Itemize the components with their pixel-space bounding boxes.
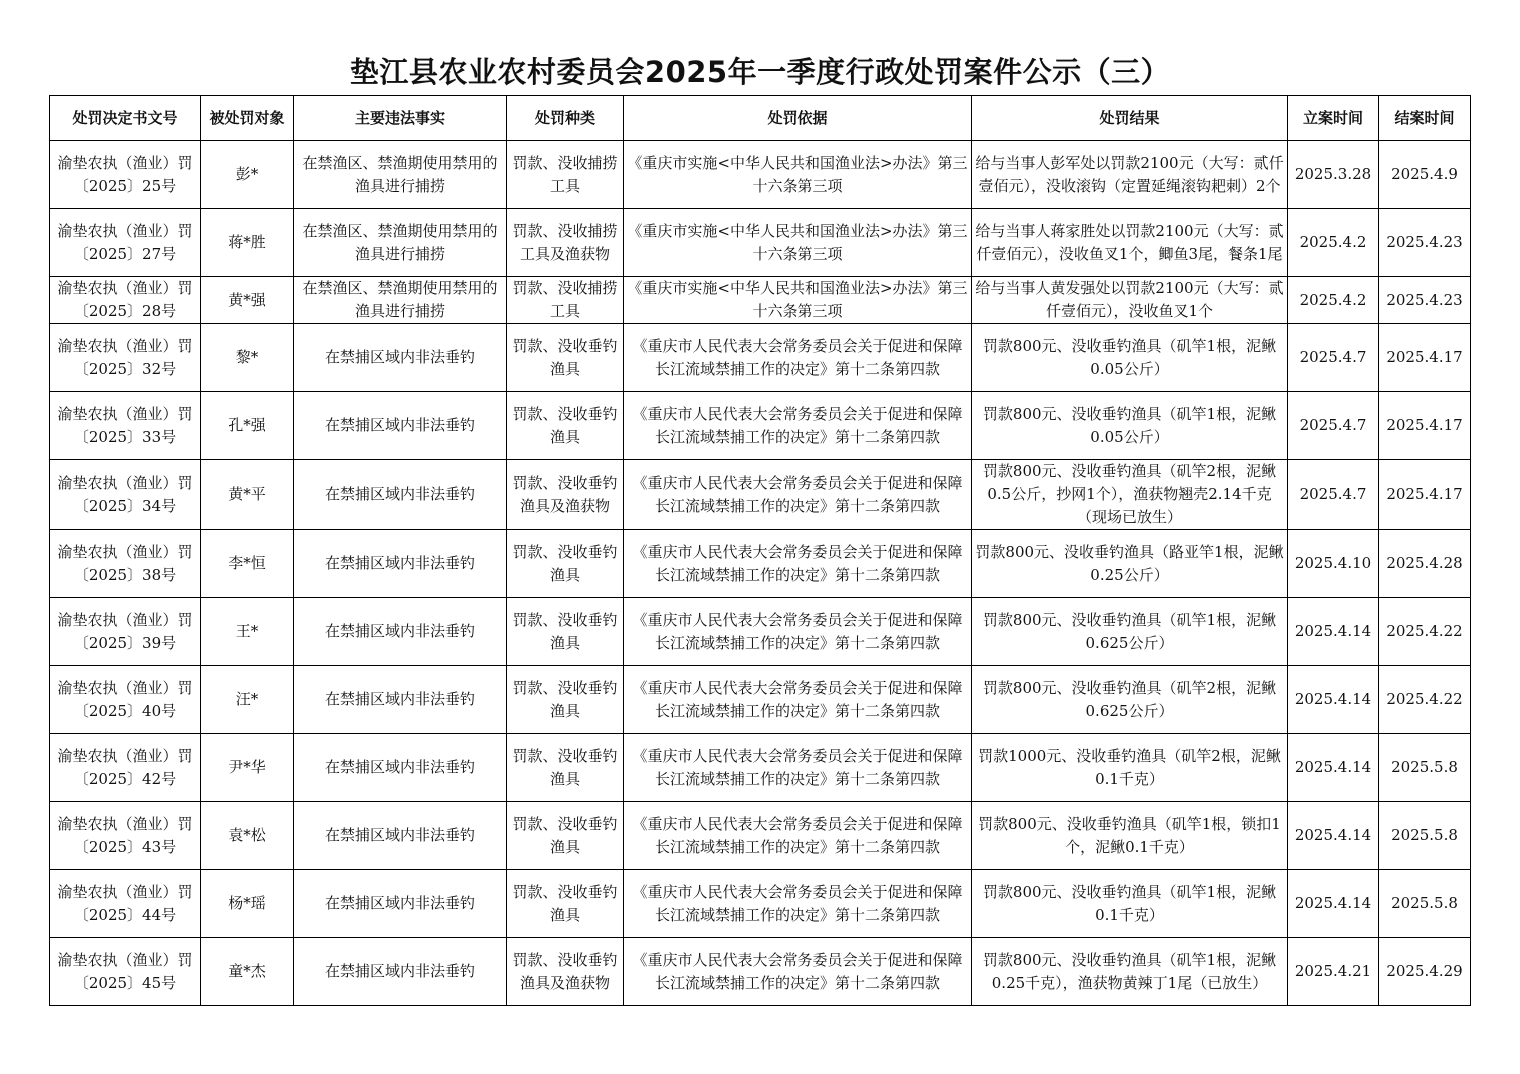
filed-date-cell: 2025.4.10 xyxy=(1288,530,1379,598)
penalty-type-cell: 罚款、没收捕捞工具 xyxy=(507,277,624,324)
doc-number-cell: 渝垫农执（渔业）罚〔2025〕28号 xyxy=(50,277,201,324)
party-cell: 孔*强 xyxy=(201,392,294,460)
doc-number-cell: 渝垫农执（渔业）罚〔2025〕42号 xyxy=(50,734,201,802)
basis-cell: 《重庆市人民代表大会常务委员会关于促进和保障长江流域禁捕工作的决定》第十二条第四款 xyxy=(624,802,972,870)
table-row xyxy=(50,598,1471,666)
penalty-type-cell: 罚款、没收垂钓渔具及渔获物 xyxy=(507,938,624,1006)
party-cell: 蒋*胜 xyxy=(201,209,294,277)
penalty-type-cell: 罚款、没收垂钓渔具 xyxy=(507,324,624,392)
fact-cell: 在禁捕区域内非法垂钓 xyxy=(294,802,507,870)
doc-number-cell: 渝垫农执（渔业）罚〔2025〕33号 xyxy=(50,392,201,460)
party-cell: 杨*瑶 xyxy=(201,870,294,938)
doc-number-cell: 渝垫农执（渔业）罚〔2025〕39号 xyxy=(50,598,201,666)
doc-number-cell: 渝垫农执（渔业）罚〔2025〕25号 xyxy=(50,141,201,209)
penalty-type-cell: 罚款、没收垂钓渔具 xyxy=(507,598,624,666)
basis-cell: 《重庆市实施<中华人民共和国渔业法>办法》第三十六条第三项 xyxy=(624,209,972,277)
table-row xyxy=(50,277,1471,324)
result-cell: 罚款800元、没收垂钓渔具（矶竿1根，泥鳅0.05公斤） xyxy=(972,392,1288,460)
basis-cell: 《重庆市人民代表大会常务委员会关于促进和保障长江流域禁捕工作的决定》第十二条第四款 xyxy=(624,734,972,802)
penalty-type-cell: 罚款、没收垂钓渔具 xyxy=(507,666,624,734)
result-cell: 罚款800元、没收垂钓渔具（矶竿1根，泥鳅0.25千克），渔获物黄辣丁1尾（已放生） xyxy=(972,938,1288,1006)
filed-date-cell: 2025.4.14 xyxy=(1288,598,1379,666)
fact-cell: 在禁捕区域内非法垂钓 xyxy=(294,666,507,734)
table-row xyxy=(50,666,1471,734)
party-cell: 汪* xyxy=(201,666,294,734)
basis-cell: 《重庆市人民代表大会常务委员会关于促进和保障长江流域禁捕工作的决定》第十二条第四款 xyxy=(624,666,972,734)
basis-cell: 《重庆市实施<中华人民共和国渔业法>办法》第三十六条第三项 xyxy=(624,141,972,209)
filed-date-cell: 2025.4.2 xyxy=(1288,277,1379,324)
closed-date-cell: 2025.4.17 xyxy=(1379,324,1471,392)
fact-cell: 在禁捕区域内非法垂钓 xyxy=(294,734,507,802)
column-header: 主要违法事实 xyxy=(294,96,507,141)
closed-date-cell: 2025.4.22 xyxy=(1379,598,1471,666)
result-cell: 罚款800元、没收垂钓渔具（矶竿1根，锁扣1个，泥鳅0.1千克） xyxy=(972,802,1288,870)
party-cell: 尹*华 xyxy=(201,734,294,802)
closed-date-cell: 2025.5.8 xyxy=(1379,802,1471,870)
doc-number-cell: 渝垫农执（渔业）罚〔2025〕43号 xyxy=(50,802,201,870)
basis-cell: 《重庆市人民代表大会常务委员会关于促进和保障长江流域禁捕工作的决定》第十二条第四款 xyxy=(624,324,972,392)
doc-number-cell: 渝垫农执（渔业）罚〔2025〕40号 xyxy=(50,666,201,734)
fact-cell: 在禁捕区域内非法垂钓 xyxy=(294,392,507,460)
party-cell: 黄*强 xyxy=(201,277,294,324)
party-cell: 黎* xyxy=(201,324,294,392)
column-header: 处罚决定书文号 xyxy=(50,96,201,141)
result-cell: 给与当事人蒋家胜处以罚款2100元（大写：贰仟壹佰元），没收鱼叉1个，鲫鱼3尾，餐条1尾 xyxy=(972,209,1288,277)
party-cell: 王* xyxy=(201,598,294,666)
filed-date-cell: 2025.3.28 xyxy=(1288,141,1379,209)
closed-date-cell: 2025.4.23 xyxy=(1379,209,1471,277)
basis-cell: 《重庆市人民代表大会常务委员会关于促进和保障长江流域禁捕工作的决定》第十二条第四款 xyxy=(624,392,972,460)
table-row xyxy=(50,460,1471,530)
column-header: 结案时间 xyxy=(1379,96,1471,141)
basis-cell: 《重庆市实施<中华人民共和国渔业法>办法》第三十六条第三项 xyxy=(624,277,972,324)
party-cell: 彭* xyxy=(201,141,294,209)
filed-date-cell: 2025.4.14 xyxy=(1288,666,1379,734)
fact-cell: 在禁捕区域内非法垂钓 xyxy=(294,870,507,938)
fact-cell: 在禁捕区域内非法垂钓 xyxy=(294,938,507,1006)
column-header: 被处罚对象 xyxy=(201,96,294,141)
result-cell: 给与当事人黄发强处以罚款2100元（大写：贰仟壹佰元），没收鱼叉1个 xyxy=(972,277,1288,324)
result-cell: 罚款800元、没收垂钓渔具（矶竿1根，泥鳅0.1千克） xyxy=(972,870,1288,938)
closed-date-cell: 2025.4.22 xyxy=(1379,666,1471,734)
table-header-row xyxy=(50,96,1471,141)
filed-date-cell: 2025.4.14 xyxy=(1288,734,1379,802)
closed-date-cell: 2025.4.17 xyxy=(1379,460,1471,530)
fact-cell: 在禁捕区域内非法垂钓 xyxy=(294,530,507,598)
penalty-table xyxy=(49,95,1471,1006)
filed-date-cell: 2025.4.14 xyxy=(1288,870,1379,938)
doc-number-cell: 渝垫农执（渔业）罚〔2025〕38号 xyxy=(50,530,201,598)
closed-date-cell: 2025.4.23 xyxy=(1379,277,1471,324)
doc-number-cell: 渝垫农执（渔业）罚〔2025〕34号 xyxy=(50,460,201,530)
basis-cell: 《重庆市人民代表大会常务委员会关于促进和保障长江流域禁捕工作的决定》第十二条第四款 xyxy=(624,530,972,598)
result-cell: 罚款800元、没收垂钓渔具（路亚竿1根，泥鳅0.25公斤） xyxy=(972,530,1288,598)
column-header: 处罚依据 xyxy=(624,96,972,141)
doc-number-cell: 渝垫农执（渔业）罚〔2025〕44号 xyxy=(50,870,201,938)
party-cell: 袁*松 xyxy=(201,802,294,870)
party-cell: 李*恒 xyxy=(201,530,294,598)
fact-cell: 在禁渔区、禁渔期使用禁用的渔具进行捕捞 xyxy=(294,277,507,324)
fact-cell: 在禁捕区域内非法垂钓 xyxy=(294,460,507,530)
filed-date-cell: 2025.4.7 xyxy=(1288,460,1379,530)
table-row xyxy=(50,938,1471,1006)
penalty-type-cell: 罚款、没收捕捞工具 xyxy=(507,141,624,209)
filed-date-cell: 2025.4.7 xyxy=(1288,324,1379,392)
closed-date-cell: 2025.4.17 xyxy=(1379,392,1471,460)
result-cell: 罚款1000元、没收垂钓渔具（矶竿2根，泥鳅0.1千克） xyxy=(972,734,1288,802)
closed-date-cell: 2025.4.29 xyxy=(1379,938,1471,1006)
fact-cell: 在禁渔区、禁渔期使用禁用的渔具进行捕捞 xyxy=(294,209,507,277)
result-cell: 给与当事人彭军处以罚款2100元（大写：贰仟壹佰元），没收滚钩（定置延绳滚钩耙刺）2个 xyxy=(972,141,1288,209)
party-cell: 黄*平 xyxy=(201,460,294,530)
table-row xyxy=(50,734,1471,802)
table-row xyxy=(50,141,1471,209)
basis-cell: 《重庆市人民代表大会常务委员会关于促进和保障长江流域禁捕工作的决定》第十二条第四款 xyxy=(624,870,972,938)
table-row xyxy=(50,802,1471,870)
fact-cell: 在禁捕区域内非法垂钓 xyxy=(294,598,507,666)
table-row xyxy=(50,324,1471,392)
penalty-type-cell: 罚款、没收垂钓渔具 xyxy=(507,802,624,870)
closed-date-cell: 2025.4.9 xyxy=(1379,141,1471,209)
table-row xyxy=(50,392,1471,460)
filed-date-cell: 2025.4.7 xyxy=(1288,392,1379,460)
filed-date-cell: 2025.4.14 xyxy=(1288,802,1379,870)
page-title: 垫江县农业农村委员会2025年一季度行政处罚案件公示（三） xyxy=(349,55,1171,89)
fact-cell: 在禁捕区域内非法垂钓 xyxy=(294,324,507,392)
doc-number-cell: 渝垫农执（渔业）罚〔2025〕27号 xyxy=(50,209,201,277)
party-cell: 童*杰 xyxy=(201,938,294,1006)
penalty-type-cell: 罚款、没收垂钓渔具 xyxy=(507,734,624,802)
penalty-type-cell: 罚款、没收垂钓渔具 xyxy=(507,530,624,598)
doc-number-cell: 渝垫农执（渔业）罚〔2025〕32号 xyxy=(50,324,201,392)
filed-date-cell: 2025.4.2 xyxy=(1288,209,1379,277)
result-cell: 罚款800元、没收垂钓渔具（矶竿1根，泥鳅0.05公斤） xyxy=(972,324,1288,392)
doc-number-cell: 渝垫农执（渔业）罚〔2025〕45号 xyxy=(50,938,201,1006)
table-row xyxy=(50,530,1471,598)
column-header: 处罚结果 xyxy=(972,96,1288,141)
basis-cell: 《重庆市人民代表大会常务委员会关于促进和保障长江流域禁捕工作的决定》第十二条第四款 xyxy=(624,460,972,530)
table-row xyxy=(50,209,1471,277)
closed-date-cell: 2025.5.8 xyxy=(1379,734,1471,802)
result-cell: 罚款800元、没收垂钓渔具（矶竿2根，泥鳅0.5公斤，抄网1个），渔获物翘壳2.14千克（现场已放生） xyxy=(972,460,1288,530)
basis-cell: 《重庆市人民代表大会常务委员会关于促进和保障长江流域禁捕工作的决定》第十二条第四款 xyxy=(624,598,972,666)
table-body xyxy=(50,141,1471,1006)
column-header: 处罚种类 xyxy=(507,96,624,141)
result-cell: 罚款800元、没收垂钓渔具（矶竿1根，泥鳅0.625公斤） xyxy=(972,598,1288,666)
table-row xyxy=(50,870,1471,938)
penalty-type-cell: 罚款、没收捕捞工具及渔获物 xyxy=(507,209,624,277)
fact-cell: 在禁渔区、禁渔期使用禁用的渔具进行捕捞 xyxy=(294,141,507,209)
penalty-type-cell: 罚款、没收垂钓渔具及渔获物 xyxy=(507,460,624,530)
basis-cell: 《重庆市人民代表大会常务委员会关于促进和保障长江流域禁捕工作的决定》第十二条第四款 xyxy=(624,938,972,1006)
closed-date-cell: 2025.5.8 xyxy=(1379,870,1471,938)
closed-date-cell: 2025.4.28 xyxy=(1379,530,1471,598)
column-header: 立案时间 xyxy=(1288,96,1379,141)
penalty-type-cell: 罚款、没收垂钓渔具 xyxy=(507,392,624,460)
penalty-type-cell: 罚款、没收垂钓渔具 xyxy=(507,870,624,938)
result-cell: 罚款800元、没收垂钓渔具（矶竿2根，泥鳅0.625公斤） xyxy=(972,666,1288,734)
filed-date-cell: 2025.4.21 xyxy=(1288,938,1379,1006)
